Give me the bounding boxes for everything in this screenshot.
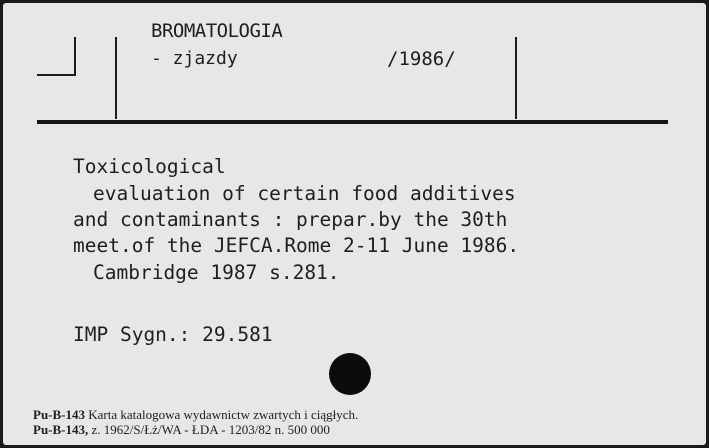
punch-hole <box>329 353 371 395</box>
imprint-text-1: Karta katalogowa wydawnictw zwartych i ciągłych. <box>85 407 359 422</box>
entry-line-1: Toxicological <box>73 155 226 178</box>
vertical-rule-right <box>515 37 517 119</box>
entry-line-5: Cambridge 1987 s.281. <box>93 261 340 284</box>
imprint-line-1 <box>33 407 358 423</box>
heading-subtitle: - zjazdy <box>151 48 238 69</box>
vertical-rule-left <box>115 37 117 119</box>
corner-mark <box>37 37 76 76</box>
heading-year: /1986/ <box>387 48 456 70</box>
heading-title: BROMATOLOGIA <box>151 20 283 42</box>
imprint-code-2: Pu-B-143, <box>33 422 89 437</box>
imprint-text-2: z. 1962/S/Łż/WA - ŁDA - 1203/82 n. 500 000 <box>88 422 330 437</box>
call-number: IMP Sygn.: 29.581 <box>73 323 273 346</box>
entry-line-4: meet.of the JEFCA.Rome 2-11 June 1986. <box>73 234 520 257</box>
horizontal-rule <box>37 120 668 124</box>
catalog-card <box>3 3 706 445</box>
entry-line-2: evaluation of certain food additives <box>93 182 516 205</box>
imprint-code-1: Pu-B-143 <box>33 407 85 422</box>
imprint-line-2 <box>33 422 330 438</box>
entry-line-3: and contaminants : prepar.by the 30th <box>73 208 508 231</box>
